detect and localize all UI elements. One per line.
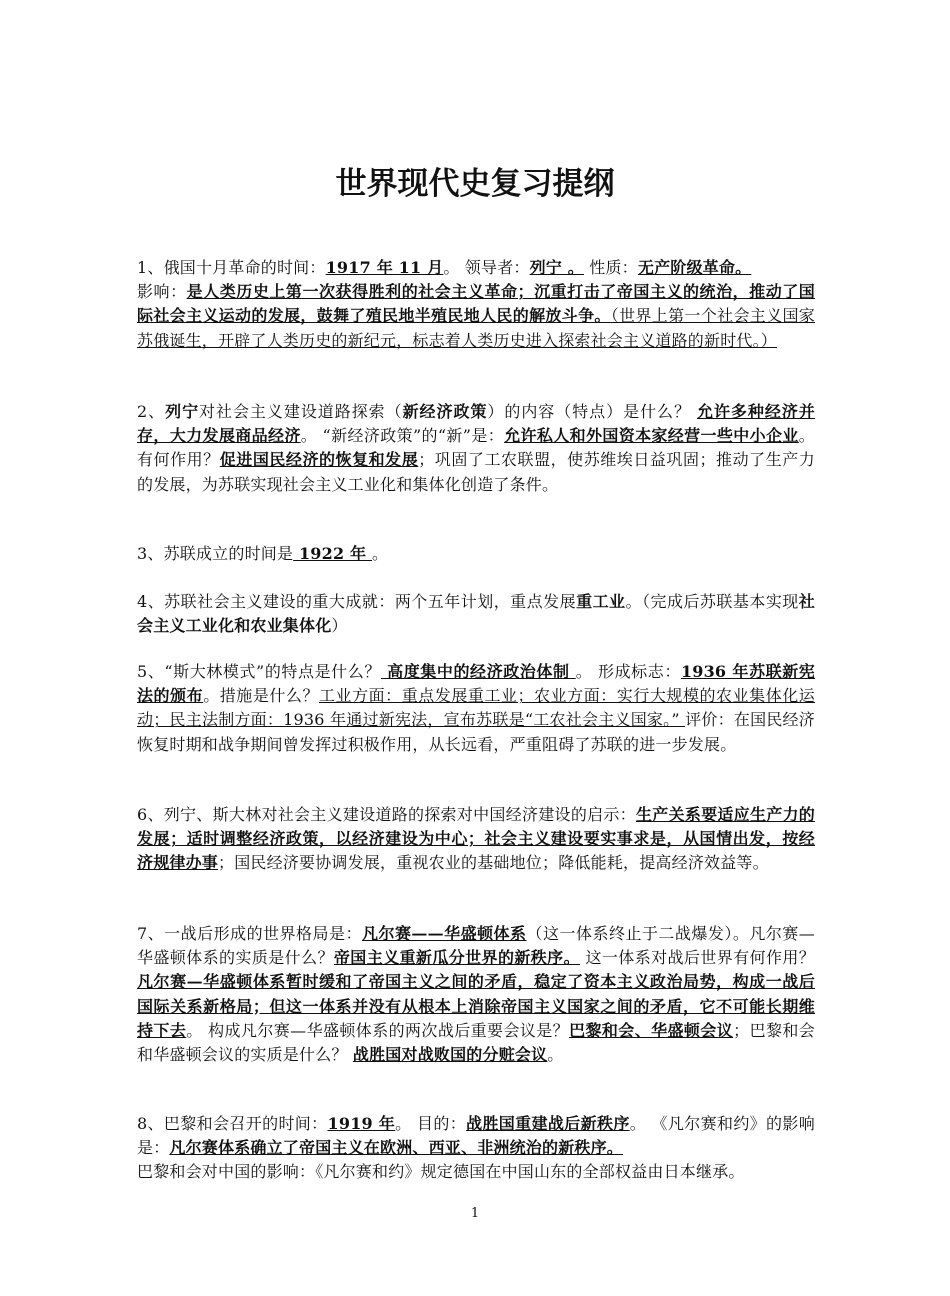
keyword: 社会主义工业化和农业集体化 xyxy=(137,592,815,636)
text: 8、巴黎和会召开的时间： xyxy=(137,1114,328,1133)
answer-leader: 列宁 。 xyxy=(529,258,584,277)
item-2-new-economic-policy xyxy=(137,400,815,497)
text: 评价：在国民经济恢复时期和战争期间曾发挥过积极作用，从长远看，严重阻碍了苏联的进一步发展。 xyxy=(137,710,815,754)
answer-pattern: 凡尔赛——华盛顿体系 xyxy=(361,924,527,943)
keyword: 新经济政策 xyxy=(402,402,488,421)
text: 。 形成标志： xyxy=(575,662,681,681)
text: ；巴黎和会和华盛顿会议的实质是什么？ xyxy=(137,1020,815,1065)
answer-sign: 1936 年苏联新宪法的颁布 xyxy=(137,662,815,706)
note: （世界上第一个社会主义国家苏俄诞生，开辟了人类历史的新纪元，标志着人类历史进入探索社会主义道路的新时代。） xyxy=(137,306,815,350)
answer-inspiration: 生产关系要适应生产力的发展；适时调整经济政策，以经济建设为中心；社会主义建设要实事求是，从国情出发，按经济规律办事 xyxy=(137,805,816,873)
answer-content: 允许多种经济并存，大力发展商品经济 xyxy=(137,402,815,446)
answer-role: 凡尔赛—华盛顿体系暂时缓和了帝国主义之间的矛盾，稳定了资本主义政治局势，构成一战后国际关系新格局；但这一体系并没有从根本上消除帝国主义国家之间的矛盾，它不可能长期维持下去 xyxy=(137,972,815,1040)
text: 。 领导者： xyxy=(443,258,530,277)
keyword: 重工业 xyxy=(576,592,626,611)
item-1-october-revolution xyxy=(137,256,815,353)
answer-conferences: 巴黎和会、华盛顿会议 xyxy=(569,1020,734,1040)
answer-measures: 工业方面：重点发展重工业；农业方面：实行大规模的农业集体化运动；民主法制方面：1936 年通过新宪法，宣布苏联是“工农社会主义国家。” xyxy=(137,686,815,730)
item-8-paris-peace-conference xyxy=(137,1112,815,1185)
text: 。 构成凡尔赛—华盛顿体系的两次战后重要会议是？ xyxy=(186,1020,570,1040)
keyword: 列宁 xyxy=(165,402,200,421)
text: 3、苏联成立的时间是 xyxy=(137,544,294,563)
text: 这一体系对战后世界有何作用？ xyxy=(580,948,815,968)
text: 影响： xyxy=(137,282,187,302)
text: 。 “新经济政策”的“新”是： xyxy=(300,426,505,446)
answer-date: 1917 年 11 月 xyxy=(325,258,444,277)
document-title: 世界现代史复习提纲 xyxy=(335,166,615,202)
text: ）的内容（特点）是什么？ xyxy=(487,402,697,421)
text: 巴黎和会对中国的影响：《凡尔赛和约》规定德国在中国山东的全部权益由日本继承。 xyxy=(137,1162,745,1182)
text: 2、 xyxy=(137,402,166,421)
text: ；国民经济要协调发展，重视农业的基础地位；降低能耗，提高经济效益等。 xyxy=(218,853,769,873)
answer-year: 1922 年 xyxy=(293,544,373,563)
item-4-ussr-achievements xyxy=(137,590,815,638)
item-3-ussr-founding xyxy=(137,542,815,566)
text: 。措施是什么？ xyxy=(203,686,319,706)
answer-new: 允许私人和外国资本家经营一些中小企业 xyxy=(504,426,799,446)
text: 。 xyxy=(547,1045,564,1065)
text: 5、“斯大林模式”的特点是什么？ xyxy=(137,662,381,681)
answer-treaty-influence: 凡尔赛体系确立了帝国主义在欧洲、西亚、非洲统治的新秩序。 xyxy=(169,1138,624,1158)
item-5-stalin-model xyxy=(137,660,815,757)
text: 性质： xyxy=(583,258,638,277)
text: ；巩固了工农联盟，使苏维埃日益巩固；推动了生产力的发展，为苏联实现社会主义工业化和集体化创造了条件。 xyxy=(137,450,815,494)
answer-influence: 是人类历史上第一次获得胜利的社会主义革命；沉重打击了帝国主义的统治，推动了国际社会主义运动的发展，鼓舞了殖民地半殖民地人民的解放斗争。 xyxy=(137,282,815,326)
text: ） xyxy=(331,616,348,636)
answer-conference-essence: 战胜国对战败国的分赃会议 xyxy=(352,1045,548,1065)
text: 7、一战后形成的世界格局是： xyxy=(137,924,362,943)
text: 6、列宁、斯大林对社会主义建设道路的探索对中国经济建设的启示： xyxy=(137,805,636,824)
item-6-inspiration xyxy=(137,803,815,876)
text: 。 《凡尔赛和约》的影响是： xyxy=(137,1114,815,1158)
answer-effect: 促进国民经济的恢复和发展 xyxy=(219,450,419,470)
text: 4、苏联社会主义建设的重大成就：两个五年计划，重点发展 xyxy=(137,592,577,611)
page-number: 1 xyxy=(470,1206,480,1221)
answer-feature: 高度集中的经济政治体制 xyxy=(380,662,576,681)
answer-nature: 无产阶级革命。 xyxy=(637,258,752,277)
text: 。 有何作用？ xyxy=(137,426,815,470)
item-7-versailles-washington xyxy=(137,922,815,1067)
text: 对社会主义建设道路探索（ xyxy=(199,402,403,421)
answer-date: 1919 年 xyxy=(327,1114,396,1133)
answer-purpose: 战胜国重建战后新秩序 xyxy=(466,1114,630,1133)
text: 。 目的： xyxy=(395,1114,467,1133)
text: （这一体系终止于二战爆发）。凡尔赛—华盛顿体系的实质是什么？ xyxy=(137,924,815,968)
answer-essence: 帝国主义重新瓜分世界的新秩序。 xyxy=(333,948,580,968)
text: 。（完成后苏联基本实现 xyxy=(625,592,799,611)
text: 1、俄国十月革命的时间： xyxy=(137,258,326,277)
text: 。 xyxy=(372,544,389,563)
